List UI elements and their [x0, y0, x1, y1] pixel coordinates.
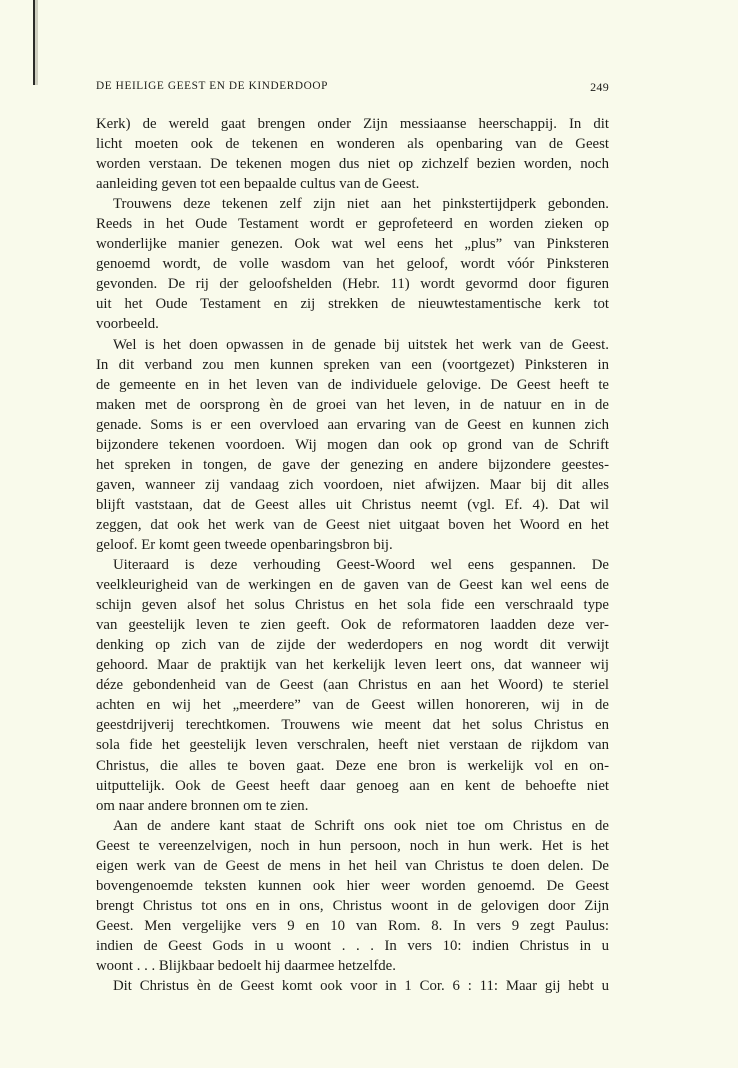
text-line: gaven, wanneer zij vandaag zich voordoen, niet afwijzen. Maar bij dit alles — [96, 476, 609, 493]
text-line: Kerk) de wereld gaat brengen onder Zijn messiaanse heerschappij. In dit — [96, 116, 609, 132]
text-line: Christus, die alles te boven gaat. Deze ene bron is werkelijk vol en on- — [96, 757, 609, 774]
text-line: van geestelijk leven te zien geeft. Ook de reformatoren laadden deze ver- — [96, 617, 609, 634]
text-line: geestdrijverij terechtkomen. Trouwens wie meent dat het solus Christus en — [96, 717, 609, 734]
text-line: Wel is het doen opwassen in de genade bij uitstek het werk van de Geest. — [113, 336, 609, 353]
text-line: om naar andere bronnen om te zien. — [96, 797, 309, 814]
text-line: voorbeeld. — [96, 316, 159, 333]
text-line: woont . . . Blijkbaar bedoelt hij daarmee hetzelfde. — [96, 957, 396, 974]
text-line: achten en wij het „meerdere” van de Geest willen honoreren, wij in de — [96, 697, 609, 714]
text-line: veelkleurigheid van de werkingen en de gaven van de Geest kan wel eens de — [96, 577, 609, 594]
text-line: Aan de andere kant staat de Schrift ons ook niet toe om Christus en de — [113, 817, 609, 834]
text-line: maken met de oorsprong èn de groei van het leven, in de natuur en in de — [96, 396, 609, 413]
text-line: wonderlijke manier genezen. Ook wat wel eens het „plus” van Pinksteren — [96, 236, 609, 253]
text-line: déze gebondenheid van de Geest (aan Christus en aan het Woord) te steriel — [96, 677, 609, 694]
text-line: blijft vaststaan, dat de Geest alles uit Christus neemt (vgl. Ef. 4). Dat wil — [96, 496, 609, 513]
body-text — [96, 114, 609, 996]
text-line: bovengenoemde teksten kunnen ook hier weer worden genoemd. De Geest — [96, 877, 609, 894]
text-line: aanleiding geven tot een bepaalde cultus van de Geest. — [96, 176, 420, 193]
page-edge-shadow — [35, 0, 38, 85]
text-line: de gemeente en in het leven van de individuele gelovige. De Geest heeft te — [96, 376, 609, 393]
text-line: In dit verband zou men kunnen spreken van een (voortgezet) Pinksteren in — [96, 356, 609, 373]
text-line: het spreken in tongen, de gave der genezing en andere bijzondere geestes- — [96, 456, 609, 473]
text-line: genoemd wordt, de volle wasdom van het geloof, wordt vóór Pinksteren — [96, 256, 609, 273]
text-line: bijzondere tekenen voordoen. Wij mogen dan ook op grond van de Schrift — [96, 436, 609, 453]
text-line: uitputtelijk. Ook de Geest heeft daar genoeg aan en kent de behoefte niet — [96, 777, 609, 794]
text-line: zeggen, dat ook het werk van de Geest niet uitgaat boven het Woord en het — [96, 516, 609, 533]
text-line: indien de Geest Gods in u woont . . . In vers 10: indien Christus in u — [96, 937, 609, 954]
text-line: schijn geven alsof het solus Christus en het sola fide een verschraald type — [96, 597, 609, 614]
text-line: uit het Oude Testament en zij strekken de nieuwtestamentische kerk tot — [96, 296, 609, 313]
text-line: sola fide het geestelijk leven verschralen, heeft niet verstaan de rijkdom van — [96, 737, 609, 754]
text-line: Reeds in het Oude Testament wordt er geprofeteerd en worden zieken op — [96, 216, 609, 233]
text-line: Trouwens deze tekenen zelf zijn niet aan het pinkstertijdperk gebonden. — [113, 196, 609, 213]
text-line: eigen werk van de Geest de mens in het heil van Christus te doen delen. De — [96, 857, 609, 874]
text-line: brengt Christus tot ons en in ons, Christus woont in de gelovigen door Zijn — [96, 897, 609, 914]
running-head — [96, 78, 609, 98]
page-number: 249 — [590, 80, 609, 94]
text-line: geloof. Er komt geen tweede openbaringsbron bij. — [96, 536, 393, 553]
text-line: gevonden. De rij der geloofshelden (Hebr. 11) wordt gevormd door figuren — [96, 276, 609, 293]
text-line: gehoord. Maar de praktijk van het kerkelijk leven leert ons, dat wanneer wij — [96, 657, 609, 674]
text-line: Uiteraard is deze verhouding Geest-Woord wel eens gespannen. De — [113, 557, 609, 574]
text-line: worden verstaan. De tekenen mogen dus niet op zichzelf bezien worden, noch — [96, 156, 609, 173]
text-line: licht moeten ook de tekenen en wonderen als openbaring van de Geest — [96, 136, 609, 153]
text-line: denking op zich van de zijde der wederdopers en nog wordt dit verwijt — [96, 637, 609, 654]
text-line: Geest te vereenzelvigen, noch in hun persoon, noch in hun werk. Het is het — [96, 837, 609, 854]
running-head-title: DE HEILIGE GEEST EN DE KINDERDOOP — [96, 80, 329, 92]
text-line: genade. Soms is er een overvloed aan ervaring van de Geest en kunnen zich — [96, 416, 609, 433]
text-line: Geest. Men vergelijke vers 9 en 10 van Rom. 8. In vers 9 zegt Paulus: — [96, 917, 609, 934]
text-line: Dit Christus èn de Geest komt ook voor in 1 Cor. 6 : 11: Maar gij hebt u — [113, 978, 609, 995]
